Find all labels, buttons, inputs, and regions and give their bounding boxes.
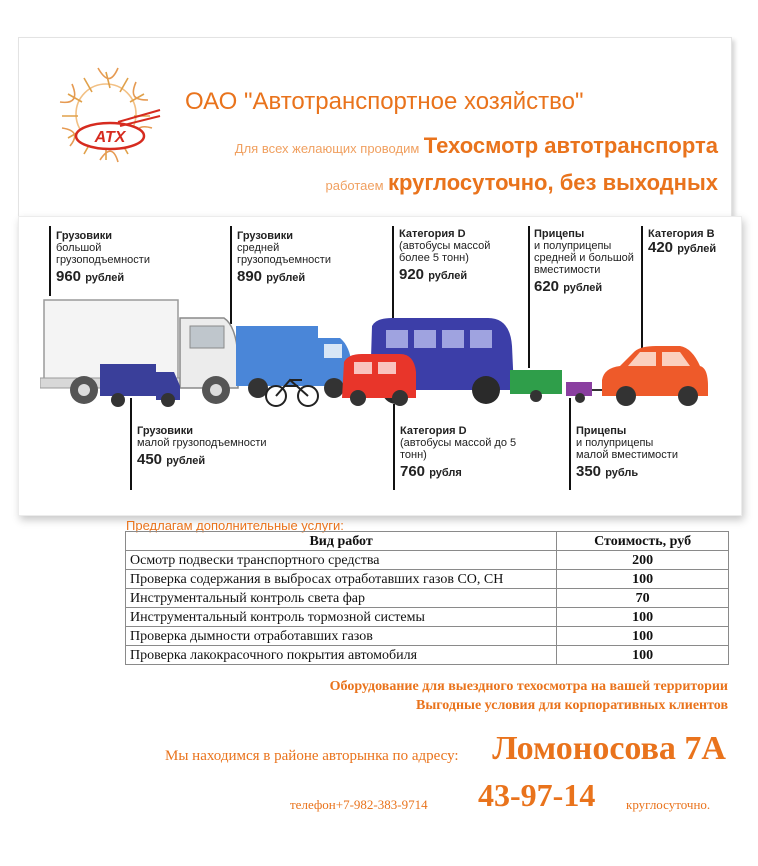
label-bus-big-price: 920 [399, 266, 425, 283]
label-small-trucks [137, 425, 267, 467]
label-bus-small [400, 425, 520, 479]
label-bus-small-price: 760 [400, 463, 426, 480]
address: Ломоносова 7А [492, 730, 726, 767]
phone-number: 43-97-14 [478, 777, 596, 813]
services-title: Предлагам дополнительные услуги: [126, 518, 344, 533]
address-lead: Мы находимся в районе авторынка по адресу: [165, 748, 459, 764]
label-medium-sub: средней грузоподъемности [237, 242, 331, 266]
label-medium-unit: рублей [266, 272, 306, 284]
label-cat-b [648, 228, 740, 255]
table-row [126, 646, 729, 665]
promo-corporate: Выгодные условия для корпоративных клиентов [416, 698, 728, 713]
label-bus-small-title: Категория D [400, 425, 467, 437]
services-header-row [126, 532, 729, 551]
label-bus-big [399, 228, 517, 282]
table-row [126, 570, 729, 589]
service-price: 200 [557, 551, 729, 570]
label-trailer-big [534, 228, 636, 294]
label-medium-price: 890 [237, 268, 263, 285]
promo-onsite: Оборудование для выездного техосмотра на вашей территории [329, 679, 728, 694]
label-trailer-small [576, 425, 686, 479]
table-row [126, 589, 729, 608]
label-trailer-big-price: 620 [534, 278, 560, 295]
company-name: ОАО "Автотранспортное хозяйство" [185, 88, 584, 115]
label-heavy-trucks [56, 230, 186, 284]
services-table [125, 531, 729, 665]
label-trailer-small-title: Прицепы [576, 425, 627, 437]
label-trailer-small-unit: рубль [605, 467, 639, 479]
label-bus-big-sub: (автобусы массой более 5 тонн) [399, 240, 491, 264]
guide-line-bus-small [393, 404, 395, 490]
label-medium-trucks [237, 230, 367, 284]
company-logo [48, 62, 166, 166]
table-row [126, 627, 729, 646]
label-cat-b-unit: рублей [677, 243, 717, 255]
small-bus-icon [342, 354, 416, 406]
small-trailer-icon [566, 382, 606, 403]
headline-service-lead: Для всех желающих проводим [234, 141, 420, 156]
headline-hours [326, 170, 719, 196]
service-name: Осмотр подвески транспортного средства [126, 551, 557, 570]
label-medium-title: Грузовики [237, 230, 294, 242]
label-bus-big-unit: рублей [428, 270, 468, 282]
label-heavy-unit: рублей [85, 272, 125, 284]
label-bus-small-unit: рубля [429, 467, 462, 479]
vehicles-illustration [40, 296, 720, 412]
medium-truck-icon [236, 326, 352, 398]
service-price: 100 [557, 608, 729, 627]
service-name: Проверка дымности отработавших газов [126, 627, 557, 646]
label-trailer-big-title: Прицепы [534, 228, 585, 240]
label-small-price: 450 [137, 451, 163, 468]
label-trailer-small-price: 350 [576, 463, 602, 480]
phone-hours: круглосуточно. [626, 797, 711, 812]
service-name: Проверка содержания в выбросах отработавших газов CO, CH [126, 570, 557, 589]
service-name: Инструментальный контроль света фар [126, 589, 557, 608]
service-name: Инструментальный контроль тормозной системы [126, 608, 557, 627]
logo-text: ATX [94, 129, 126, 146]
headline-service-main: Техосмотр автотранспорта [423, 133, 718, 158]
car-icon [602, 346, 708, 406]
guide-line-heavy [49, 226, 51, 296]
label-small-unit: рублей [166, 455, 206, 467]
label-small-title: Грузовики [137, 425, 194, 437]
phone-lead: телефон+7-982-383-9714 [290, 797, 428, 812]
service-price: 100 [557, 627, 729, 646]
service-price: 70 [557, 589, 729, 608]
table-row [126, 608, 729, 627]
label-heavy-price: 960 [56, 268, 82, 285]
label-trailer-small-sub: и полуприцепы малой вместимости [576, 437, 678, 461]
table-row [126, 551, 729, 570]
label-cat-b-title: Категория B [648, 228, 715, 240]
label-trailer-big-unit: рублей [563, 282, 603, 294]
label-cat-b-price: 420 [648, 239, 674, 256]
headline-hours-lead: работаем [325, 178, 384, 193]
service-name: Проверка лакокрасочного покрытия автомобиля [126, 646, 557, 665]
services-col-work: Вид работ [126, 532, 557, 551]
big-trailer-icon [510, 370, 562, 402]
service-price: 100 [557, 570, 729, 589]
label-trailer-big-sub: и полуприцепы средней и большой вместимости [534, 240, 634, 276]
headline-hours-main: круглосуточно, без выходных [388, 170, 718, 195]
label-bus-small-sub: (автобусы массой до 5 тонн) [400, 437, 517, 461]
label-small-sub: малой грузоподъемности [137, 437, 267, 449]
service-price: 100 [557, 646, 729, 665]
label-heavy-sub: большой грузоподъемности [56, 242, 150, 266]
label-bus-big-title: Категория D [399, 228, 466, 240]
label-heavy-title: Грузовики [56, 230, 113, 242]
headline-service [235, 133, 718, 159]
services-col-price: Стоимость, руб [557, 532, 729, 551]
